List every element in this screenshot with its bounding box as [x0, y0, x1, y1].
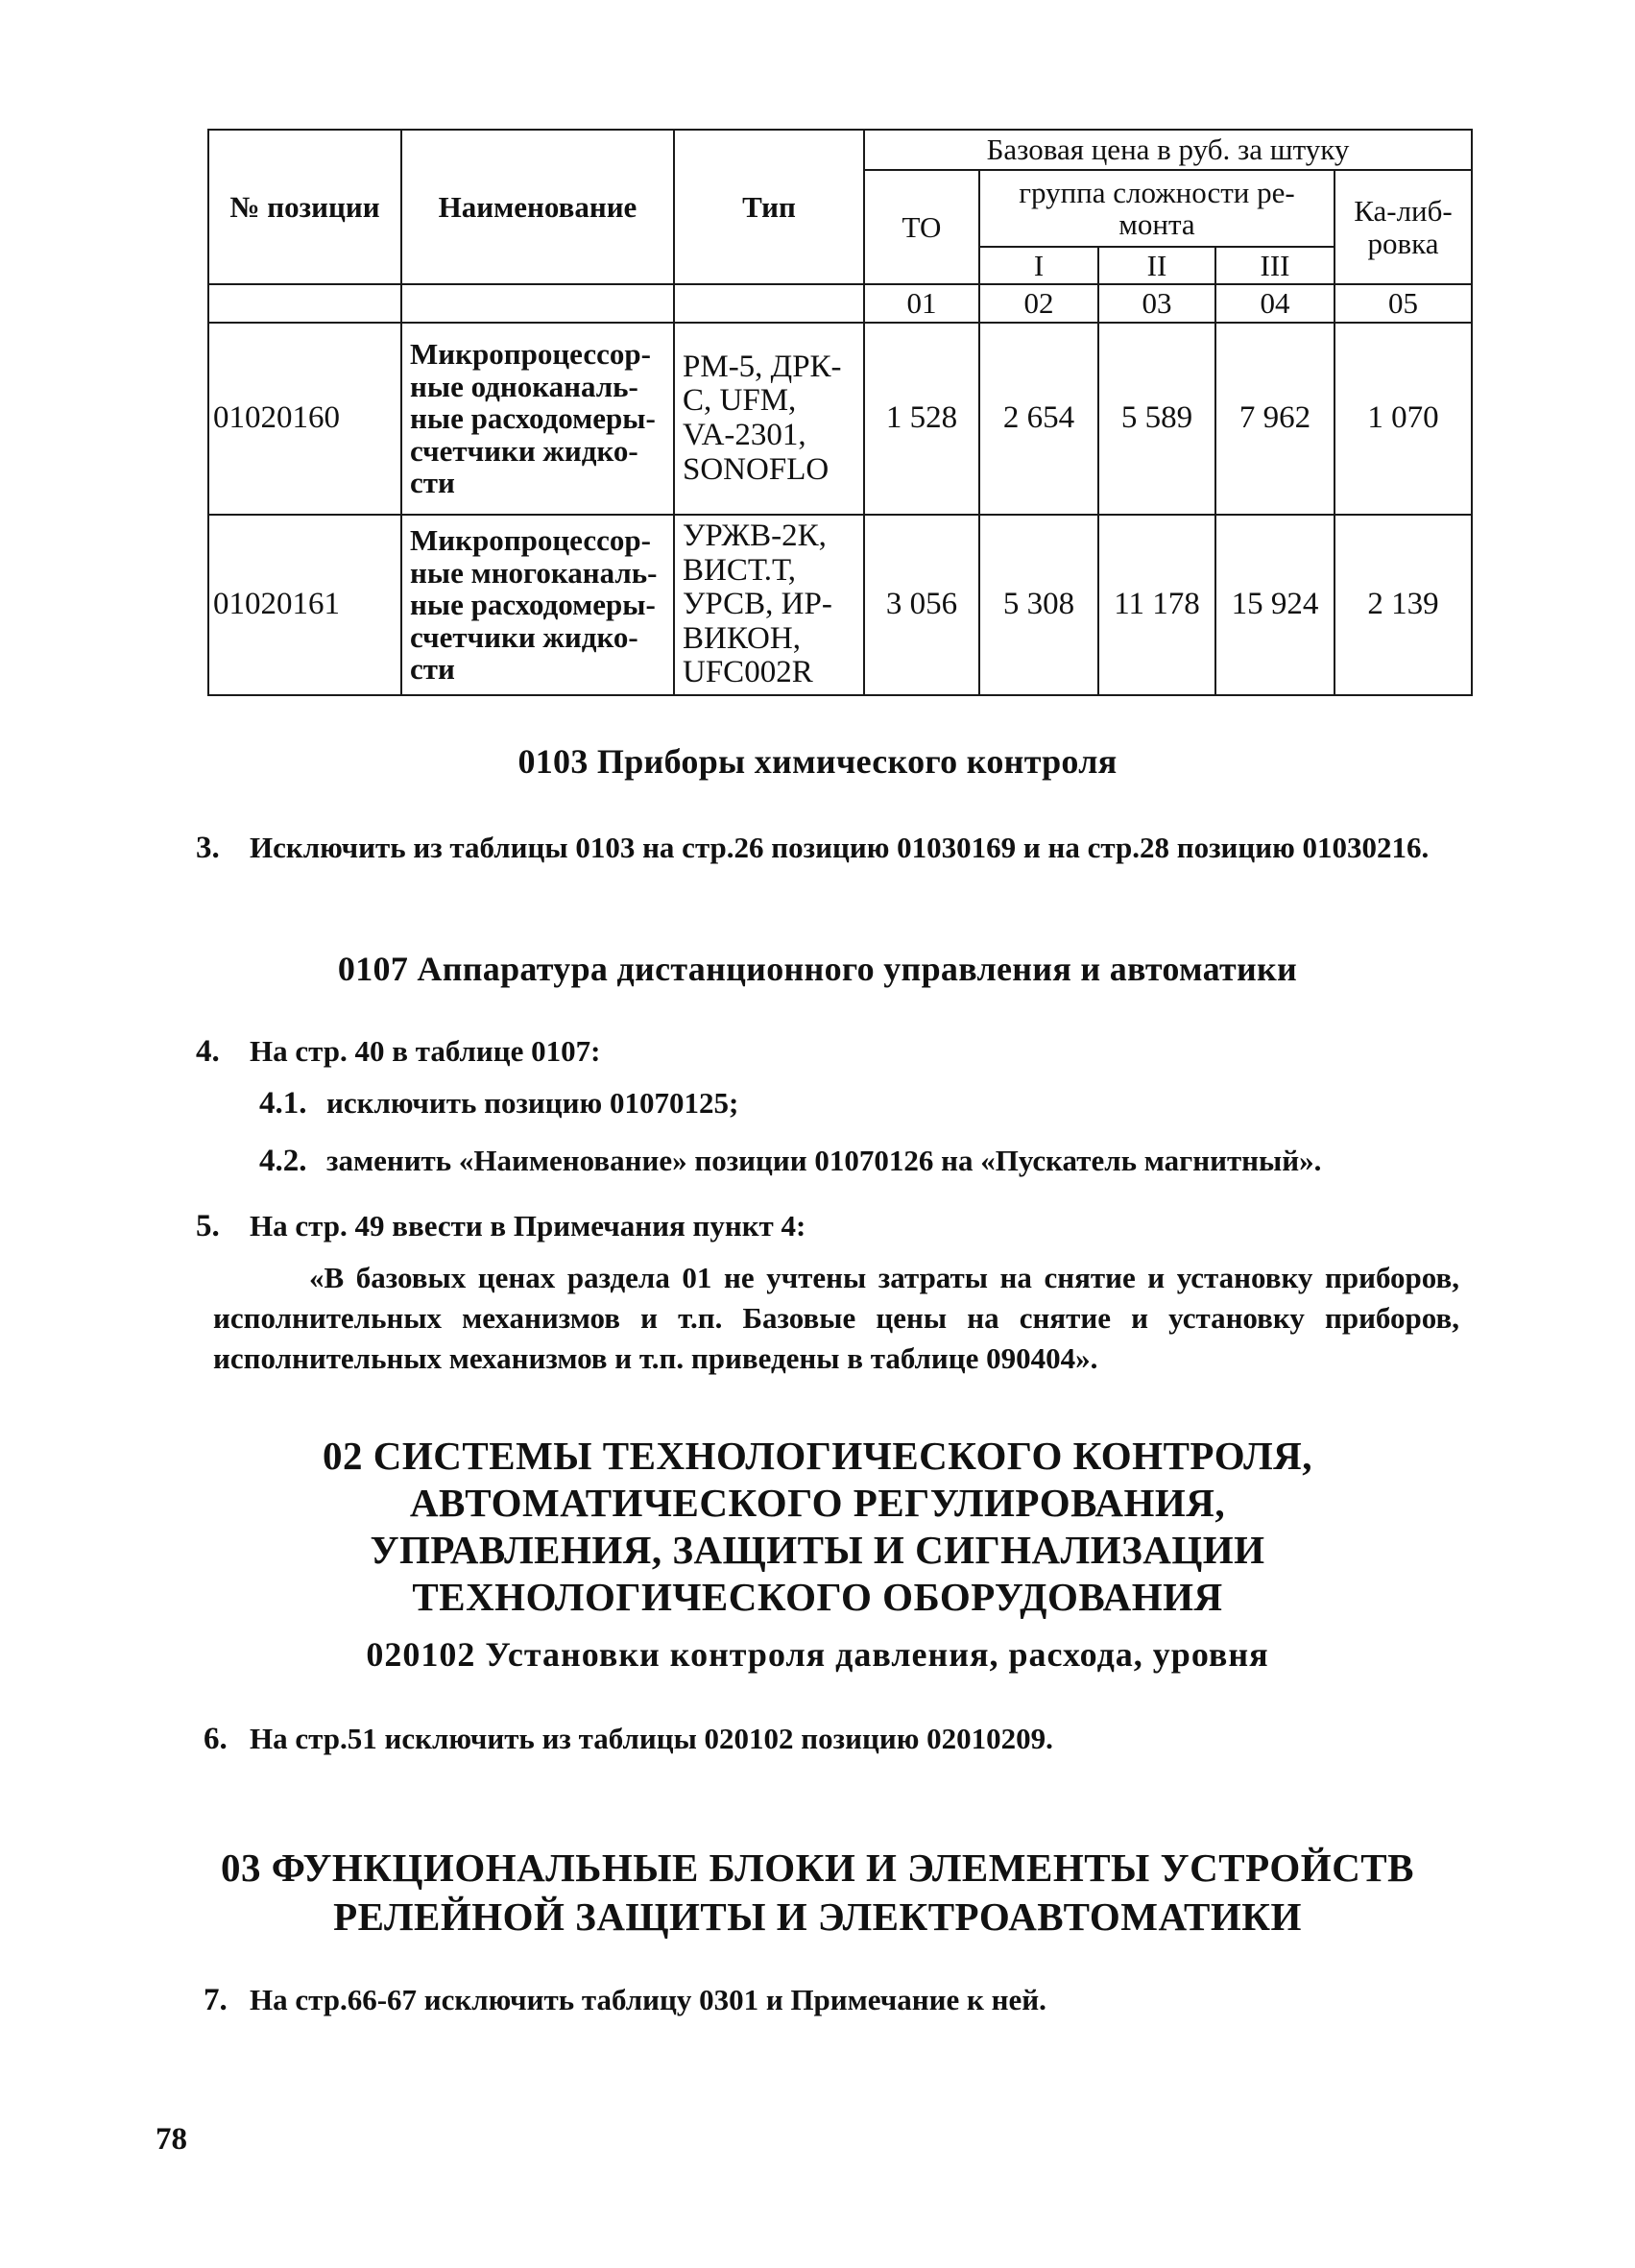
header-empty — [401, 284, 674, 322]
header-code-01: 01 — [864, 284, 979, 322]
section-title-02-line4: ТЕХНОЛОГИЧЕСКОГО ОБОРУДОВАНИЯ — [412, 1575, 1223, 1619]
table-row — [208, 515, 1472, 695]
header-code-02: 02 — [979, 284, 1098, 322]
item-number: 7. — [204, 1983, 228, 2017]
cell-group-2: 11 178 — [1098, 515, 1215, 695]
section-title-02-line3: УПРАВЛЕНИЯ, ЗАЩИТЫ И СИГНАЛИЗАЦИИ — [370, 1528, 1265, 1572]
section-title-03-line1: 03 ФУНКЦИОНАЛЬНЫЕ БЛОКИ И ЭЛЕМЕНТЫ УСТРОЙСТВ — [220, 1846, 1414, 1890]
header-code-04: 04 — [1215, 284, 1334, 322]
header-name: Наименование — [401, 130, 674, 284]
item-number: 4.1. — [259, 1086, 307, 1121]
section-title-0103: 0103 Приборы химического контроля — [517, 742, 1118, 781]
section-title-0107: 0107 Аппаратура дистанционного управления и автоматики — [337, 950, 1298, 988]
item-number: 3. — [196, 831, 220, 865]
header-position: № позиции — [208, 130, 401, 284]
section-title-02-line1: 02 СИСТЕМЫ ТЕХНОЛОГИЧЕСКОГО КОНТРОЛЯ, — [323, 1434, 1312, 1478]
cell-name: Микропроцессор-ные многоканаль-ные расходомеры-счетчики жидко-сти — [401, 515, 674, 695]
header-empty — [674, 284, 864, 322]
item-4-1 — [259, 1083, 1459, 1123]
cell-group-3: 7 962 — [1215, 323, 1334, 515]
price-table — [207, 129, 1473, 696]
item-3 — [196, 828, 1463, 868]
item-number: 4.2. — [259, 1144, 307, 1178]
cell-type: УРЖВ-2К, ВИСТ.Т, УРСВ, ИР-ВИКОН, UFC002R — [674, 515, 864, 695]
header-code-05: 05 — [1334, 284, 1472, 322]
item-text: На стр.66-67 исключить таблицу 0301 и Примечание к ней. — [250, 1983, 1046, 2016]
cell-calibration: 2 139 — [1334, 515, 1472, 695]
item-5 — [196, 1206, 1463, 1246]
section-title-02-line2: АВТОМАТИЧЕСКОГО РЕГУЛИРОВАНИЯ, — [409, 1481, 1226, 1525]
cell-calibration: 1 070 — [1334, 323, 1472, 515]
item-text: Исключить из таблицы 0103 на стр.26 позицию 01030169 и на стр.28 позицию 01030216. — [250, 831, 1430, 864]
item-6 — [204, 1719, 1461, 1759]
item-text: исключить позицию 01070125; — [326, 1086, 739, 1120]
header-group-1: I — [979, 247, 1098, 284]
cell-to: 1 528 — [864, 323, 979, 515]
table-row — [208, 323, 1472, 515]
item-4 — [196, 1031, 1463, 1072]
cell-name: Микропроцессор-ные одноканаль-ные расходомеры-счетчики жидко-сти — [401, 323, 674, 515]
cell-position: 01020161 — [208, 515, 401, 695]
header-group-3: III — [1215, 247, 1334, 284]
item-4-2 — [259, 1141, 1459, 1181]
section-title-03-line2: РЕЛЕЙНОЙ ЗАЩИТЫ И ЭЛЕКТРОАВТОМАТИКИ — [333, 1894, 1302, 1939]
item-7 — [204, 1980, 1461, 2020]
item-text: На стр.51 исключить из таблицы 020102 позицию 02010209. — [250, 1722, 1053, 1755]
cell-group-3: 15 924 — [1215, 515, 1334, 695]
item-5-quote: «В базовых ценах раздела 01 не учтены затраты на снятие и установку приборов, исполнительных механизмов и т.п. Базовые цены на снятие и установку приборов, исполнительных механизмов и т.п. приведены в таблице 090404». — [213, 1261, 1459, 1375]
cell-position: 01020160 — [208, 323, 401, 515]
item-number: 6. — [204, 1722, 228, 1756]
header-group-2: II — [1098, 247, 1215, 284]
item-number: 4. — [196, 1034, 220, 1069]
cell-group-1: 2 654 — [979, 323, 1098, 515]
section-title-020102: 020102 Установки контроля давления, расхода, уровня — [366, 1635, 1269, 1674]
item-text: заменить «Наименование» позиции 01070126 на «Пускатель магнитный». — [326, 1144, 1322, 1177]
cell-group-1: 5 308 — [979, 515, 1098, 695]
cell-group-2: 5 589 — [1098, 323, 1215, 515]
item-number: 5. — [196, 1209, 220, 1243]
header-code-03: 03 — [1098, 284, 1215, 322]
header-to: ТО — [864, 170, 979, 284]
header-type: Тип — [674, 130, 864, 284]
header-calibration: Ка-либ-ровка — [1334, 170, 1472, 284]
item-text: На стр. 40 в таблице 0107: — [250, 1034, 601, 1068]
header-base-price: Базовая цена в руб. за штуку — [864, 130, 1472, 170]
item-text: На стр. 49 ввести в Примечания пункт 4: — [250, 1209, 806, 1243]
page-number: 78 — [156, 2122, 187, 2157]
cell-to: 3 056 — [864, 515, 979, 695]
header-empty — [208, 284, 401, 322]
cell-type: РМ-5, ДРК-С, UFM, VA-2301, SONOFLO — [674, 323, 864, 515]
header-repair-group: группа сложности ре-монта — [979, 170, 1334, 247]
